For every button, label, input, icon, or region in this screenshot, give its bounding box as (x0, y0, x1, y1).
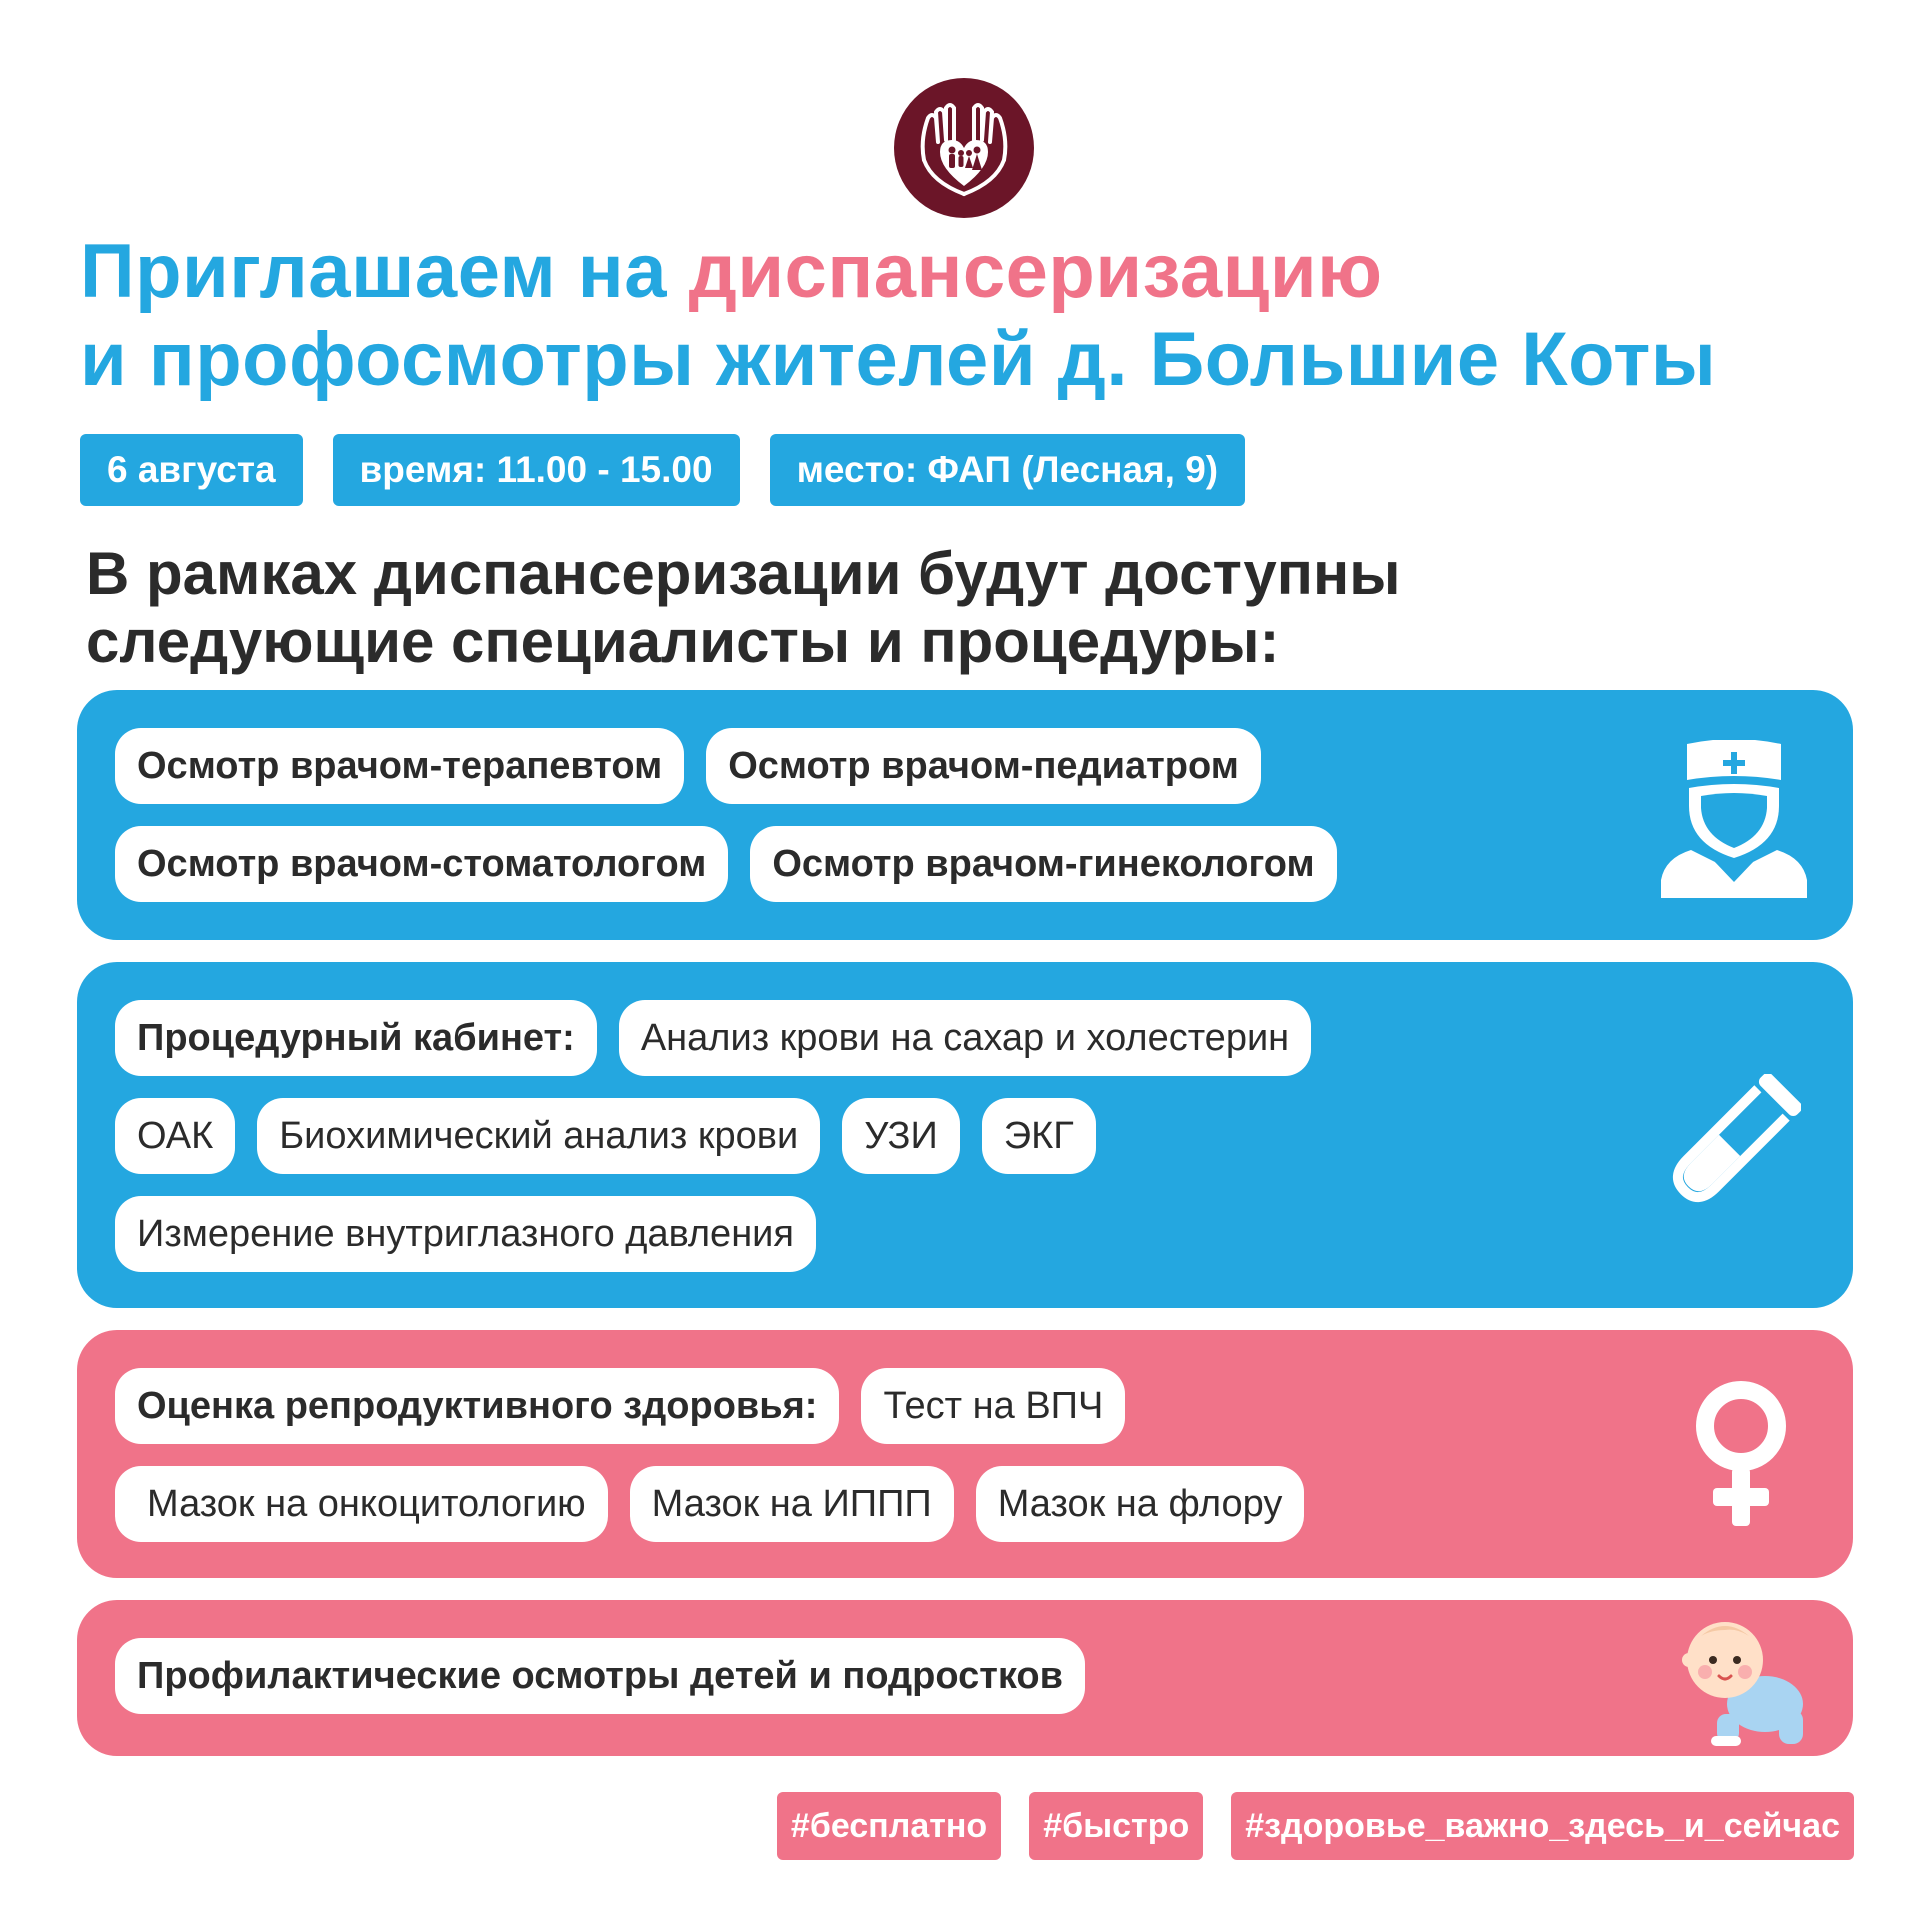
procedure-item: Биохимический анализ крови (257, 1098, 820, 1174)
hashtags (777, 1792, 1854, 1860)
doctor-item: Осмотр врачом-стоматологом (115, 826, 728, 902)
reproductive-item: Мазок на флору (976, 1466, 1305, 1542)
doctor-item: Осмотр врачом-терапевтом (115, 728, 684, 804)
title-highlight: диспансеризацию (688, 229, 1383, 314)
procedures-panel (77, 962, 1853, 1308)
page-title (80, 228, 1880, 404)
baby-icon (1681, 1614, 1813, 1748)
procedure-item: УЗИ (842, 1098, 960, 1174)
children-panel (77, 1600, 1853, 1756)
test-tube-icon (1661, 1074, 1801, 1214)
procedure-item: Измерение внутриглазного давления (115, 1196, 816, 1272)
hashtag: #бесплатно (777, 1792, 1001, 1860)
procedure-item: Анализ крови на сахар и холестерин (619, 1000, 1311, 1076)
reproductive-item: Мазок на онкоцитологию (115, 1466, 608, 1542)
subtitle-line1: В рамках диспансеризации будут доступны (86, 540, 1401, 607)
doctor-icon (1661, 740, 1807, 898)
reproductive-heading: Оценка репродуктивного здоровья: (115, 1368, 839, 1444)
doctors-panel (77, 690, 1853, 940)
reproductive-item: Тест на ВПЧ (861, 1368, 1125, 1444)
title-line2: и профосмотры жителей д. Большие Коты (80, 317, 1717, 402)
title-part1: Приглашаем на (80, 229, 689, 314)
date-badge: 6 августа (80, 434, 303, 506)
event-info (80, 434, 1245, 506)
hashtag: #быстро (1029, 1792, 1203, 1860)
doctor-item: Осмотр врачом-педиатром (706, 728, 1261, 804)
children-heading: Профилактические осмотры детей и подростков (115, 1638, 1085, 1714)
reproductive-panel (77, 1330, 1853, 1578)
doctor-item: Осмотр врачом-гинекологом (750, 826, 1336, 902)
procedure-item: ЭКГ (982, 1098, 1096, 1174)
section-subtitle (86, 540, 1866, 676)
family-hands-icon (906, 90, 1022, 206)
place-badge: место: ФАП (Лесная, 9) (770, 434, 1246, 506)
hashtag: #здоровье_важно_здесь_и_сейчас (1231, 1792, 1854, 1860)
procedures-heading: Процедурный кабинет: (115, 1000, 597, 1076)
reproductive-item: Мазок на ИППП (630, 1466, 954, 1542)
procedure-item: ОАК (115, 1098, 235, 1174)
time-badge: время: 11.00 - 15.00 (333, 434, 740, 506)
logo (894, 78, 1034, 218)
female-symbol-icon (1691, 1380, 1791, 1528)
subtitle-line2: следующие специалисты и процедуры: (86, 608, 1280, 675)
